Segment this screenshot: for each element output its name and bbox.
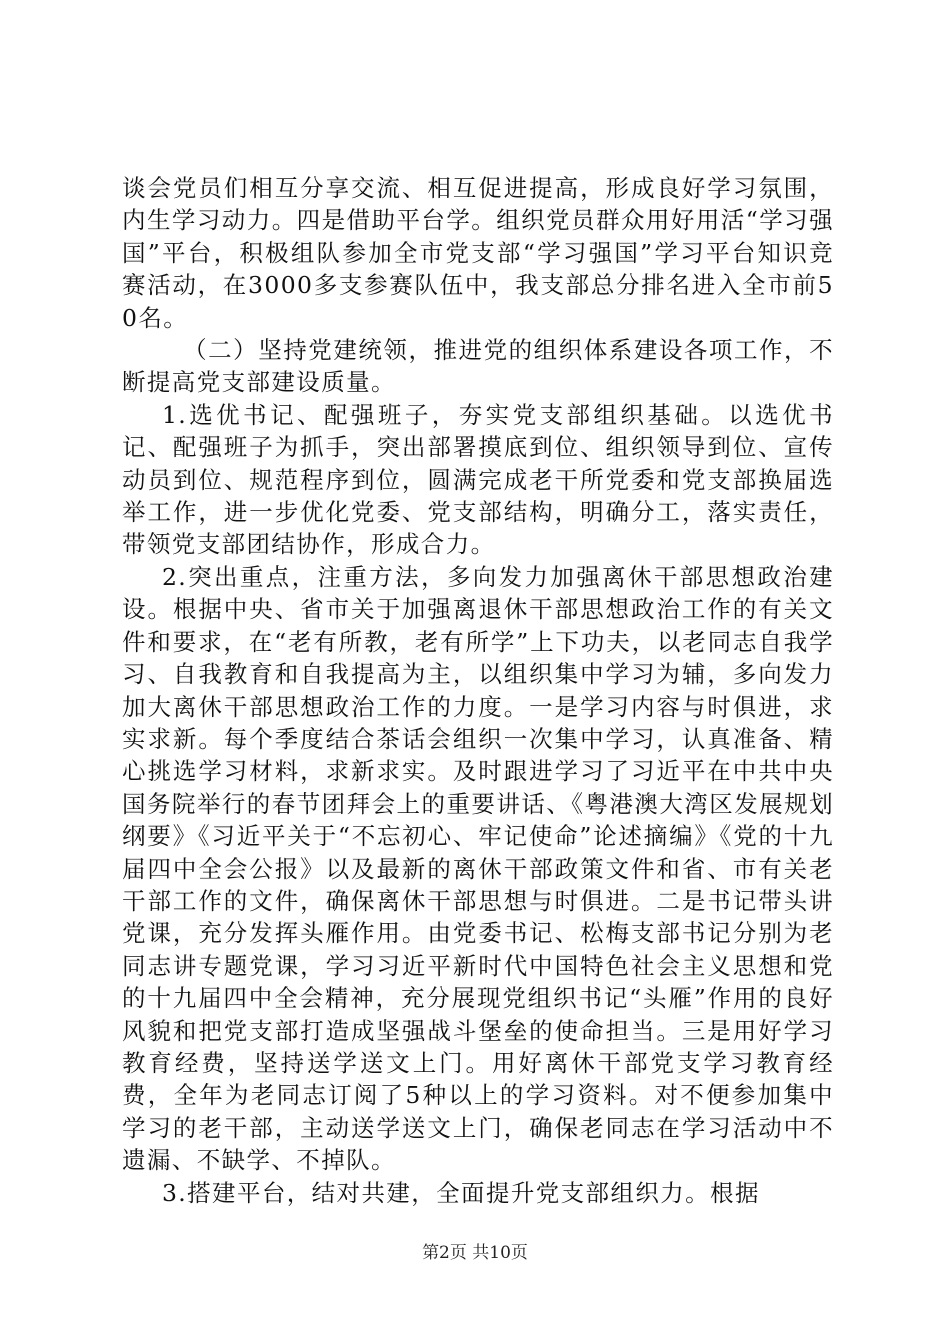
paragraph-continued: 谈会党员们相互分享交流、相互促进提高，形成良好学习氛围，内生学习动力。四是借助平台学。组织党员群众用好用活“学习强国”平台，积极组队参加全市党支部“学习强国”学习平台知识竞赛活动，在3000多支参赛队伍中，我支部总分排名进入全市前50名。 — [122, 174, 834, 332]
paragraph-item-2: 2.突出重点，注重方法，多向发力加强离休干部思想政治建设。根据中央、省市关于加强离退休干部思想政治工作的有关文件和要求，在“老有所教，老有所学”上下功夫，以老同志自我学习、自我教育和自我提高为主，以组织集中学习为辅，多向发力加大离休干部思想政治工作的力度。一是学习内容与时俱进，求实求新。每个季度结合茶话会组织一次集中学习，认真准备、精心挑选学习材料，求新求实。及时跟进学习了习近平在中共中央国务院举行的春节团拜会上的重要讲话、《粤港澳大湾区发展规划纲要》《习近平关于“不忘初心、牢记使命”论述摘编》《党的十九届四中全会公报》以及最新的离休干部政策文件和省、市有关老干部工作的文件，确保离休干部思想与时俱进。二是书记带头讲党课，充分发挥头雁作用。由党委书记、松梅支部书记分别为老同志讲专题党课，学习习近平新时代中国特色社会主义思想和党的十九届四中全会精神，充分展现党组织书记“头雁”作用的良好风貌和把党支部打造成坚强战斗堡垒的使命担当。三是用好学习教育经费，坚持送学送文上门。用好离休干部党支学习教育经费，全年为老同志订阅了5种以上的学习资料。对不便参加集中学习的老干部，主动送学送文上门，确保老同志在学习活动中不遗漏、不缺学、不掉队。 — [122, 562, 834, 1175]
paragraph-item-3: 3.搭建平台，结对共建，全面提升党支部组织力。根据 — [161, 1178, 760, 1207]
section-heading: （二）坚持党建统领，推进党的组织体系建设各项工作，不断提高党支部建设质量。 — [122, 336, 834, 397]
paragraph-item-1: 1.选优书记、配强班子，夯实党支部组织基础。以选优书记、配强班子为抓手，突出部署摸底到位、组织领导到位、宣传动员到位、规范程序到位，圆满完成老干所党委和党支部换届选举工作，进一步优化党委、党支部结构，明确分工，落实责任，带领党支部团结协作，形成合力。 — [122, 400, 834, 559]
page-number-footer: 第2页 共10页 — [422, 1243, 528, 1263]
document-body — [122, 172, 834, 1209]
